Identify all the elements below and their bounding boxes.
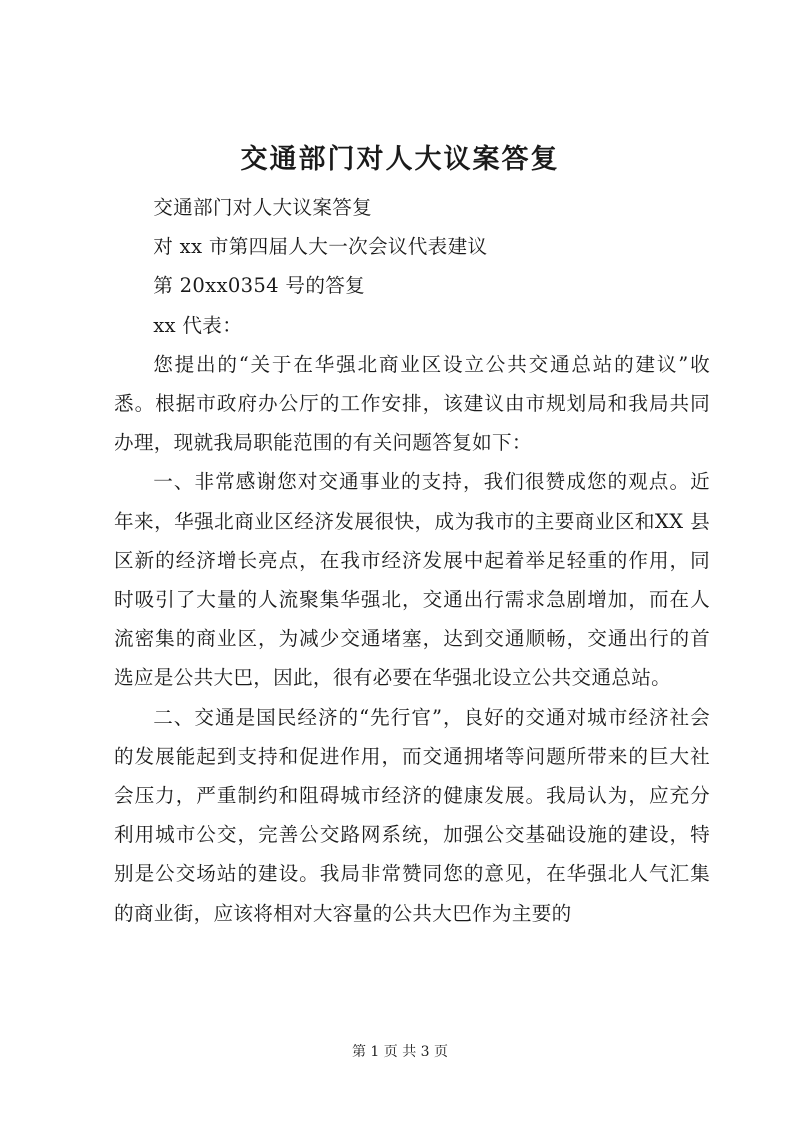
body-paragraph: 您提出的“关于在华强北商业区设立公共交通总站的建议”收悉。根据市政府办公厅的工作安排，该建议由市规划局和我局共同办理，现就我局职能范围的有关问题答复如下： xyxy=(114,352,710,455)
body-paragraph: 二、交通是国民经济的“先行官”，良好的交通对城市经济社会的发展能起到支持和促进作用，而交通拥堵等问题所带来的巨大社会压力，严重制约和阻碍城市经济的健康发展。我局认为，应充分利用城市公交，完善公交路网系统，加强公交基础设施的建设，特别是公交场站的建设。我局非常赞同您的意见，在华强北人气汇集的商业街，应该将相对大容量的公共大巴作为主要的 xyxy=(114,705,710,925)
subtitle-line: 对 xx 市第四届人大一次会议代表建议 xyxy=(153,235,488,259)
body-paragraph: 一、非常感谢您对交通事业的支持，我们很赞成您的观点。近年来，华强北商业区经济发展很快，成为我市的主要商业区和XX 县区新的经济增长亮点，在我市经济发展中起着举足轻重的作用，同时吸引了大量的人流聚集华强北，交通出行需求急剧增加，而在人流密集的商业区，为减少交通堵塞，达到交通顺畅，交通出行的首选应是公共大巴，因此，很有必要在华强北设立公共交通总站。 xyxy=(114,470,710,690)
subtitle-line: 交通部门对人大议案答复 xyxy=(153,196,373,219)
subtitle-line: 第 20xx0354 号的答复 xyxy=(153,274,366,298)
document-title: 交通部门对人大议案答复 xyxy=(240,144,560,175)
document-body xyxy=(114,188,710,933)
salutation: xx 代表： xyxy=(153,313,243,337)
page-footer: 第 1 页 共 3 页 xyxy=(351,1044,449,1060)
